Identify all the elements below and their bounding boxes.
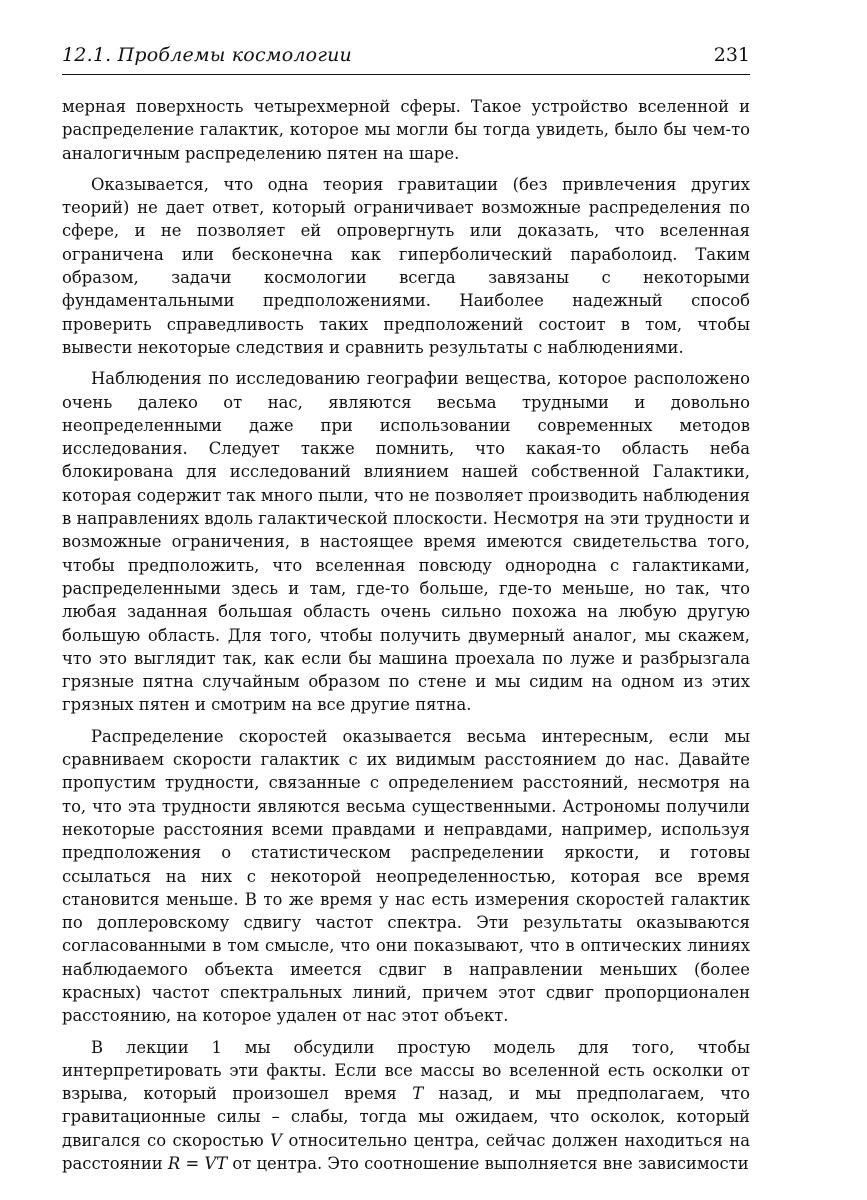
math-variable-v: V (270, 1130, 282, 1150)
text-segment: назад, и мы предполагаем, что гравитационные силы – слабы, тогда мы ожидаем, что осколок, который двигался со скоростью (62, 1084, 750, 1150)
paragraph-lecture-model (62, 1036, 750, 1176)
math-variable-t: T (412, 1084, 424, 1104)
text-segment: относительно центра, сейчас должен находиться на расстоянии (62, 1130, 750, 1174)
text-segment: от центра. Это соотношение выполняется вне зависимости (227, 1154, 749, 1174)
body-text (62, 95, 750, 1175)
book-page (62, 44, 750, 1174)
paragraph-velocity-distribution: Распределение скоростей оказывается весьма интересным, если мы сравниваем скорости галактик с их видимым расстоянием до нас. Давайте пропустим трудности, связанные с определением расстояний, несмотря на то, что эта трудности являются весьма существенными. Астрономы получили некоторые расстояния всеми правдами и неправдами, например, используя предположения о статистическом распределении яркости, и готовы ссылаться на них с некоторой неопределенностью, которая все время становится меньше. В то же время у нас есть измерения скоростей галактик по доплеровскому сдвигу частот спектра. Эти результаты оказываются согласованными в том смысле, что они показывают, что в оптических линиях наблюдаемого объекта имеется сдвиг в направлении меньших (более красных) частот спектральных линий, причем этот сдвиг пропорционален расстоянию, на которое удален от нас этот объект. (62, 726, 750, 1026)
section-title: 12.1. Проблемы космологии (62, 44, 352, 66)
running-head (62, 44, 750, 75)
page-number: 231 (713, 44, 750, 66)
text-segment: В лекции 1 мы обсудили простую модель для того, чтобы интерпретировать эти факты. Если все массы во вселенной есть осколки от взрыва, который произошел время (62, 1037, 750, 1104)
paragraph-observations: Наблюдения по исследованию географии вещества, которое расположено очень далеко от нас, являются весьма трудными и довольно неопределенными даже при использовании современных методов исследования. Следует также помнить, что какая-то область неба блокирована для исследований влиянием нашей собственной Галактики, которая содержит так много пыли, что не позволяет производить наблюдения в направлениях вдоль галактической плоскости. Несмотря на эти трудности и возможные ограничения, в настоящее время имеются свидетельства того, чтобы предположить, что вселенная повсюду однородна с галактиками, распределенными здесь и там, где-то больше, где-то меньше, но так, что любая заданная большая область очень сильно похожа на любую другую большую область. Для того, чтобы получить двумерный аналог, мы скажем, что это выглядит так, как если бы машина проехала по луже и разбрызгала грязные пятна случайным образом по стене и мы сидим на одном из этих грязных пятен и смотрим на все другие пятна. (62, 369, 750, 715)
paragraph-gravity-theory: Оказывается, что одна теория гравитации (без привлечения других теорий) не дает ответ, который ограничивает возможные распределения по сфере, и не позволяет ей опровергнуть или доказать, что вселенная ограничена или бесконечна как гиперболический параболоид. Таким образом, задачи космологии всегда завязаны с некоторыми фундаментальными предположениями. Наиболее надежный способ проверить справедливость таких предположений состоит в том, чтобы вывести некоторые следствия и сравнить результаты с наблюдениями. (62, 174, 750, 357)
paragraph-continuation: мерная поверхность четырехмерной сферы. Такое устройство вселенной и распределение галактик, которое мы могли бы тогда увидеть, было бы чем-то аналогичным распределению пятен на шаре. (62, 97, 750, 163)
math-formula: R = VT (167, 1154, 228, 1174)
